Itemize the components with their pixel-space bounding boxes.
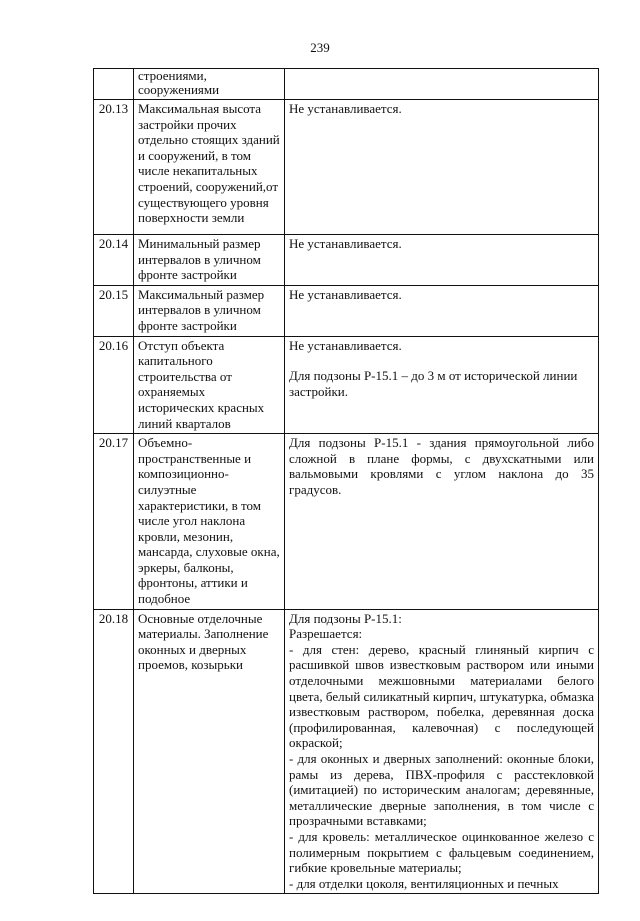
table-row (94, 336, 599, 434)
parameter-value (285, 336, 599, 434)
parameter-name: строениями, сооружениями (134, 69, 285, 100)
value-line: Разрешается: (289, 626, 363, 642)
value-line: - для оконных и дверных заполнений: оконные блоки, рамы из дерева, ПВХ-профиля с расстекловкой (имитацией) по историческим аналогам; деревянные, металлические дверные заполнения, в том числе с прозрачными вставками; (289, 751, 594, 829)
row-number: 20.17 (94, 434, 134, 610)
table-row (94, 69, 599, 100)
row-number: 20.14 (94, 235, 134, 286)
parameter-value (285, 100, 599, 235)
parameter-value (285, 69, 599, 100)
value-line: Для подзоны Р-15.1 - здания прямоугольной либо сложной в плане формы, с двухскатными или вальмовыми кровлями с углом наклона до 35 градусов. (289, 435, 594, 497)
row-number (94, 69, 134, 100)
parameter-value (285, 235, 599, 286)
regulations-table (93, 68, 599, 894)
value-line: - для стен: дерево, красный глиняный кирпич с расшивкой швов известковым раствором или иными отделочными межшовными материалами белого цвета, белый силикатный кирпич, штукатурка, обмазка известковым раствором, побелка, деревянная доска (профилированная, калевочная) с последующей окраской; (289, 641, 594, 751)
parameter-name: Минимальный размер интервалов в уличном фронте застройки (134, 235, 285, 286)
value-line: Для подзоны Р-15.1: (289, 610, 402, 626)
value-line: - для кровель: металлическое оцинкованное железо с полимерным покрытием с фальцевым соединением, гибкие кровельные материалы; (289, 828, 594, 876)
row-number: 20.13 (94, 100, 134, 235)
row-number: 20.16 (94, 336, 134, 434)
table-row (94, 434, 599, 610)
parameter-name: Максимальный размер интервалов в уличном фронте застройки (134, 285, 285, 336)
parameter-name: Основные отделочные материалы. Заполнение оконных и дверных проемов, козырьки (134, 609, 285, 894)
value-line: Не устанавливается. (289, 101, 402, 116)
parameter-name: Отступ объекта капитального строительства от охраняемых исторических красных линий кварталов (134, 336, 285, 434)
table-row (94, 235, 599, 286)
table-row (94, 609, 599, 894)
parameter-value (285, 434, 599, 610)
value-line: Не устанавливается. (289, 236, 402, 251)
parameter-value (285, 609, 599, 894)
row-number: 20.18 (94, 609, 134, 894)
parameter-value (285, 285, 599, 336)
row-number: 20.15 (94, 285, 134, 336)
value-line: Не устанавливается. (289, 337, 402, 353)
value-line: Не устанавливается. (289, 286, 402, 302)
table-row (94, 100, 599, 235)
parameter-name: Объемно-пространственные и композиционно-силуэтные характеристики, в том числе угол наклона кровли, мезонин, мансарда, слуховые окна, эркеры, балконы, фронтоны, аттики и подобное (134, 434, 285, 610)
parameter-name: Максимальная высота застройки прочих отдельно стоящих зданий и сооружений, в том числе некапитальных строений, сооружений,от существующего уровня поверхности земли (134, 100, 285, 235)
value-line: - для отделки цоколя, вентиляционных и печных (289, 875, 559, 891)
table-row (94, 285, 599, 336)
value-line: Для подзоны Р-15.1 – до 3 м от исторической линии застройки. (289, 368, 578, 399)
page-number: 239 (310, 40, 330, 55)
